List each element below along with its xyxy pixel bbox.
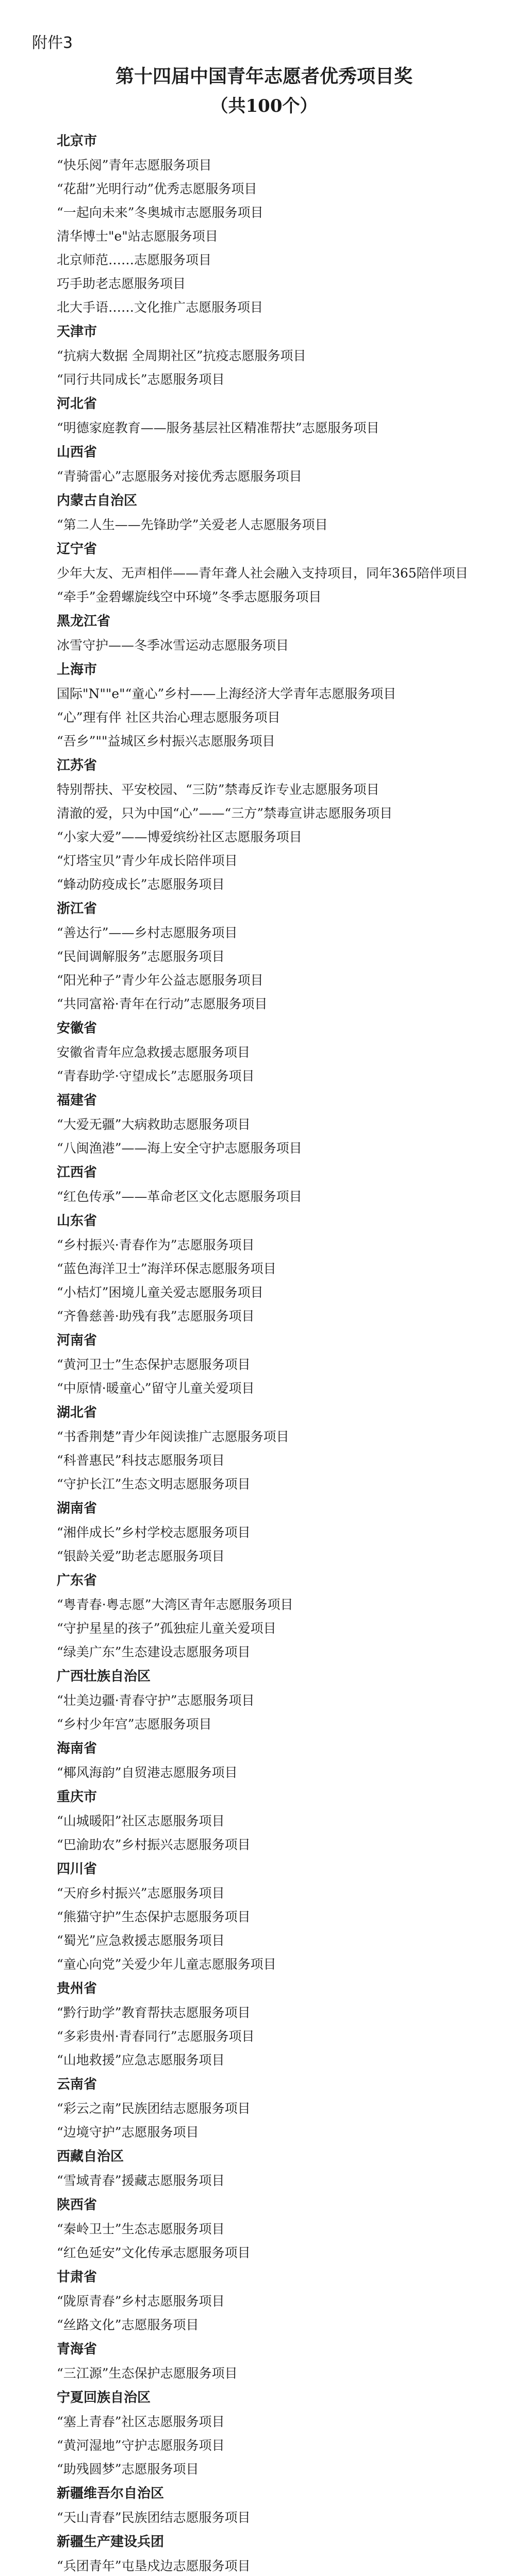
project-item: “牵手”金碧螺旋线空中环境”冬季志愿服务项目	[57, 589, 322, 604]
project-item: “花甜”光明行动”优秀志愿服务项目	[57, 181, 257, 196]
project-item: 北京师范……志愿服务项目	[57, 252, 212, 267]
region-heading: 安徽省	[57, 1021, 97, 1036]
project-item: “共同富裕·青年在行动”志愿服务项目	[57, 996, 268, 1011]
project-item: “黄河卫士”生态保护志愿服务项目	[57, 1357, 251, 1372]
project-item: “阳光种子”青少年公益志愿服务项目	[57, 973, 263, 988]
project-item: 清澈的爱，只为中国“心”——“三方”禁毒宣讲志愿服务项目	[57, 806, 393, 821]
region-heading: 浙江省	[57, 901, 97, 917]
project-item: “兵团青年”屯垦戍边志愿服务项目	[57, 2558, 251, 2573]
region-heading: 河南省	[57, 1333, 97, 1348]
project-item: “青春助学·守望成长”志愿服务项目	[57, 1069, 255, 1083]
project-item: “银龄关爱”助老志愿服务项目	[57, 1549, 225, 1564]
region-heading: 新疆维吾尔自治区	[57, 2486, 164, 2501]
project-item: 特别帮扶、平安校园、“三防”禁毒反诈专业志愿服务项目	[57, 782, 380, 797]
project-item: “明德家庭教育——服务基层社区精准帮扶”志愿服务项目	[57, 420, 380, 435]
project-item: “山城暖阳”社区志愿服务项目	[57, 1814, 225, 1828]
project-item: “八闽渔港”——海上安全守护志愿服务项目	[57, 1141, 302, 1156]
project-item: “齐鲁慈善·助残有我”志愿服务项目	[57, 1309, 255, 1324]
region-heading: 山东省	[57, 1213, 97, 1229]
project-item: “科普惠民”科技志愿服务项目	[57, 1453, 225, 1468]
project-item: “多彩贵州·青春同行”志愿服务项目	[57, 2029, 255, 2044]
project-item: “一起向未来”冬奥城市志愿服务项目	[57, 205, 263, 220]
project-item: “塞上青春”社区志愿服务项目	[57, 2414, 225, 2429]
project-item: 北大手语……文化推广志愿服务项目	[57, 300, 263, 315]
project-item: “守护星星的孩子”孤独症儿童关爱项目	[57, 1621, 276, 1636]
project-item: “童心向党”关爱少年儿童志愿服务项目	[57, 1957, 276, 1972]
project-item: “椰风海韵”自贸港志愿服务项目	[57, 1765, 238, 1780]
project-item: “熊猫守护”生态保护志愿服务项目	[57, 1909, 251, 1924]
project-item: “天山青春”民族团结志愿服务项目	[57, 2510, 251, 2525]
attachment-label: 附件3	[32, 34, 73, 52]
region-heading: 江苏省	[57, 758, 97, 773]
region-heading: 四川省	[57, 1861, 97, 1877]
project-item: “乡村振兴·青春作为”志愿服务项目	[57, 1238, 255, 1252]
document-title: 第十四届中国青年志愿者优秀项目奖	[115, 65, 412, 87]
region-heading: 宁夏回族自治区	[57, 2390, 151, 2405]
project-item: “善达行”——乡村志愿服务项目	[57, 925, 238, 940]
project-item: “蜂动防疫成长”志愿服务项目	[57, 877, 225, 892]
region-heading: 西藏自治区	[57, 2149, 124, 2164]
project-item: “快乐阅”青年志愿服务项目	[57, 158, 212, 173]
project-item: “陇原青春”乡村志愿服务项目	[57, 2294, 225, 2309]
project-item: “灯塔宝贝”青少年成长陪伴项目	[57, 853, 238, 868]
project-item: “天府乡村振兴”志愿服务项目	[57, 1886, 225, 1901]
project-item: “蜀光”应急救援志愿服务项目	[57, 1933, 225, 1948]
region-heading: 江西省	[57, 1165, 97, 1180]
project-item: “蓝色海洋卫士”海洋环保志愿服务项目	[57, 1261, 276, 1276]
project-item: “书香荆楚”青少年阅读推广志愿服务项目	[57, 1429, 289, 1444]
region-heading: 河北省	[57, 396, 97, 412]
project-item: 安徽省青年应急救援志愿服务项目	[57, 1045, 251, 1060]
region-heading: 福建省	[57, 1093, 97, 1108]
project-list	[57, 129, 485, 2576]
region-heading: 上海市	[57, 662, 97, 677]
project-item: “三江源”生态保护志愿服务项目	[57, 2366, 238, 2381]
project-item: “秦岭卫士”生态志愿服务项目	[57, 2222, 225, 2236]
region-heading: 内蒙古自治区	[57, 493, 138, 509]
project-item: “心”理有伴 社区共治心理志愿服务项目	[57, 710, 280, 725]
project-item: “雪域青春”援藏志愿服务项目	[57, 2173, 225, 2188]
region-heading: 海南省	[57, 1741, 97, 1756]
region-heading: 重庆市	[57, 1789, 97, 1805]
project-item: “同行共同成长”志愿服务项目	[57, 372, 225, 387]
project-item: “丝路文化”志愿服务项目	[57, 2317, 199, 2332]
project-item: “青骑雷心”志愿服务对接优秀志愿服务项目	[57, 469, 302, 484]
region-heading: 新疆生产建设兵团	[57, 2534, 164, 2550]
project-item: “民间调解服务”志愿服务项目	[57, 949, 225, 964]
project-item: “小桔灯”困境儿童关爱志愿服务项目	[57, 1285, 263, 1300]
project-item: “红色延安”文化传承志愿服务项目	[57, 2245, 251, 2260]
region-heading: 黑龙江省	[57, 614, 111, 629]
region-heading: 广东省	[57, 1573, 97, 1588]
region-heading: 贵州省	[57, 1981, 97, 1996]
project-item: “湘伴成长”乡村学校志愿服务项目	[57, 1525, 251, 1540]
project-item: 冰雪守护——冬季冰雪运动志愿服务项目	[57, 638, 289, 653]
project-item: “黄河湿地”守护志愿服务项目	[57, 2438, 225, 2453]
project-item: “彩云之南”民族团结志愿服务项目	[57, 2101, 251, 2116]
project-item: “乡村少年宫”志愿服务项目	[57, 1717, 212, 1732]
project-item: 少年大友、无声相伴——青年聋人社会融入支持项目，同年365陪伴项目	[57, 566, 468, 581]
project-item: “边境守护”志愿服务项目	[57, 2125, 199, 2140]
project-item: 国际"N""e"“童心”乡村——上海经济大学青年志愿服务项目	[57, 686, 397, 701]
project-item: “助残圆梦”志愿服务项目	[57, 2462, 199, 2477]
project-item: “粤青春·粤志愿”大湾区青年志愿服务项目	[57, 1597, 293, 1612]
project-item: “第二人生——先锋助学”关爱老人志愿服务项目	[57, 517, 328, 532]
project-item: “巴渝助农”乡村振兴志愿服务项目	[57, 1837, 251, 1852]
region-heading: 青海省	[57, 2342, 97, 2357]
project-item: “壮美边疆·青春守护”志愿服务项目	[57, 1693, 255, 1708]
project-item: “小家大爱”——博爱缤纷社区志愿服务项目	[57, 829, 302, 844]
region-heading: 天津市	[57, 324, 97, 340]
project-item: “山地救援”应急志愿服务项目	[57, 2053, 225, 2067]
region-heading: 湖北省	[57, 1405, 97, 1420]
project-item: 清华博士"e"站志愿服务项目	[57, 229, 218, 244]
region-heading: 辽宁省	[57, 541, 97, 557]
region-heading: 山西省	[57, 445, 97, 460]
project-item: “黔行助学”教育帮扶志愿服务项目	[57, 2005, 251, 2020]
project-item: “绿美广东”生态建设志愿服务项目	[57, 1645, 251, 1659]
project-item: 巧手助老志愿服务项目	[57, 276, 186, 291]
project-item: “大爱无疆”大病救助志愿服务项目	[57, 1117, 251, 1132]
project-item: “中原情·暖童心”留守儿童关爱项目	[57, 1381, 255, 1396]
document-subtitle: （共100个）	[210, 96, 318, 116]
region-heading: 北京市	[57, 133, 97, 149]
project-item: “红色传承”——革命老区文化志愿服务项目	[57, 1189, 302, 1204]
region-heading: 湖南省	[57, 1501, 97, 1516]
project-item: “吾乡”""益城区乡村振兴志愿服务项目	[57, 734, 275, 749]
project-item: “抗病大数据 全周期社区”抗疫志愿服务项目	[57, 348, 306, 363]
region-heading: 广西壮族自治区	[57, 1669, 151, 1684]
region-heading: 甘肃省	[57, 2269, 97, 2285]
region-heading: 陕西省	[57, 2197, 97, 2213]
project-item: “守护长江”生态文明志愿服务项目	[57, 1477, 251, 1492]
region-heading: 云南省	[57, 2077, 97, 2092]
